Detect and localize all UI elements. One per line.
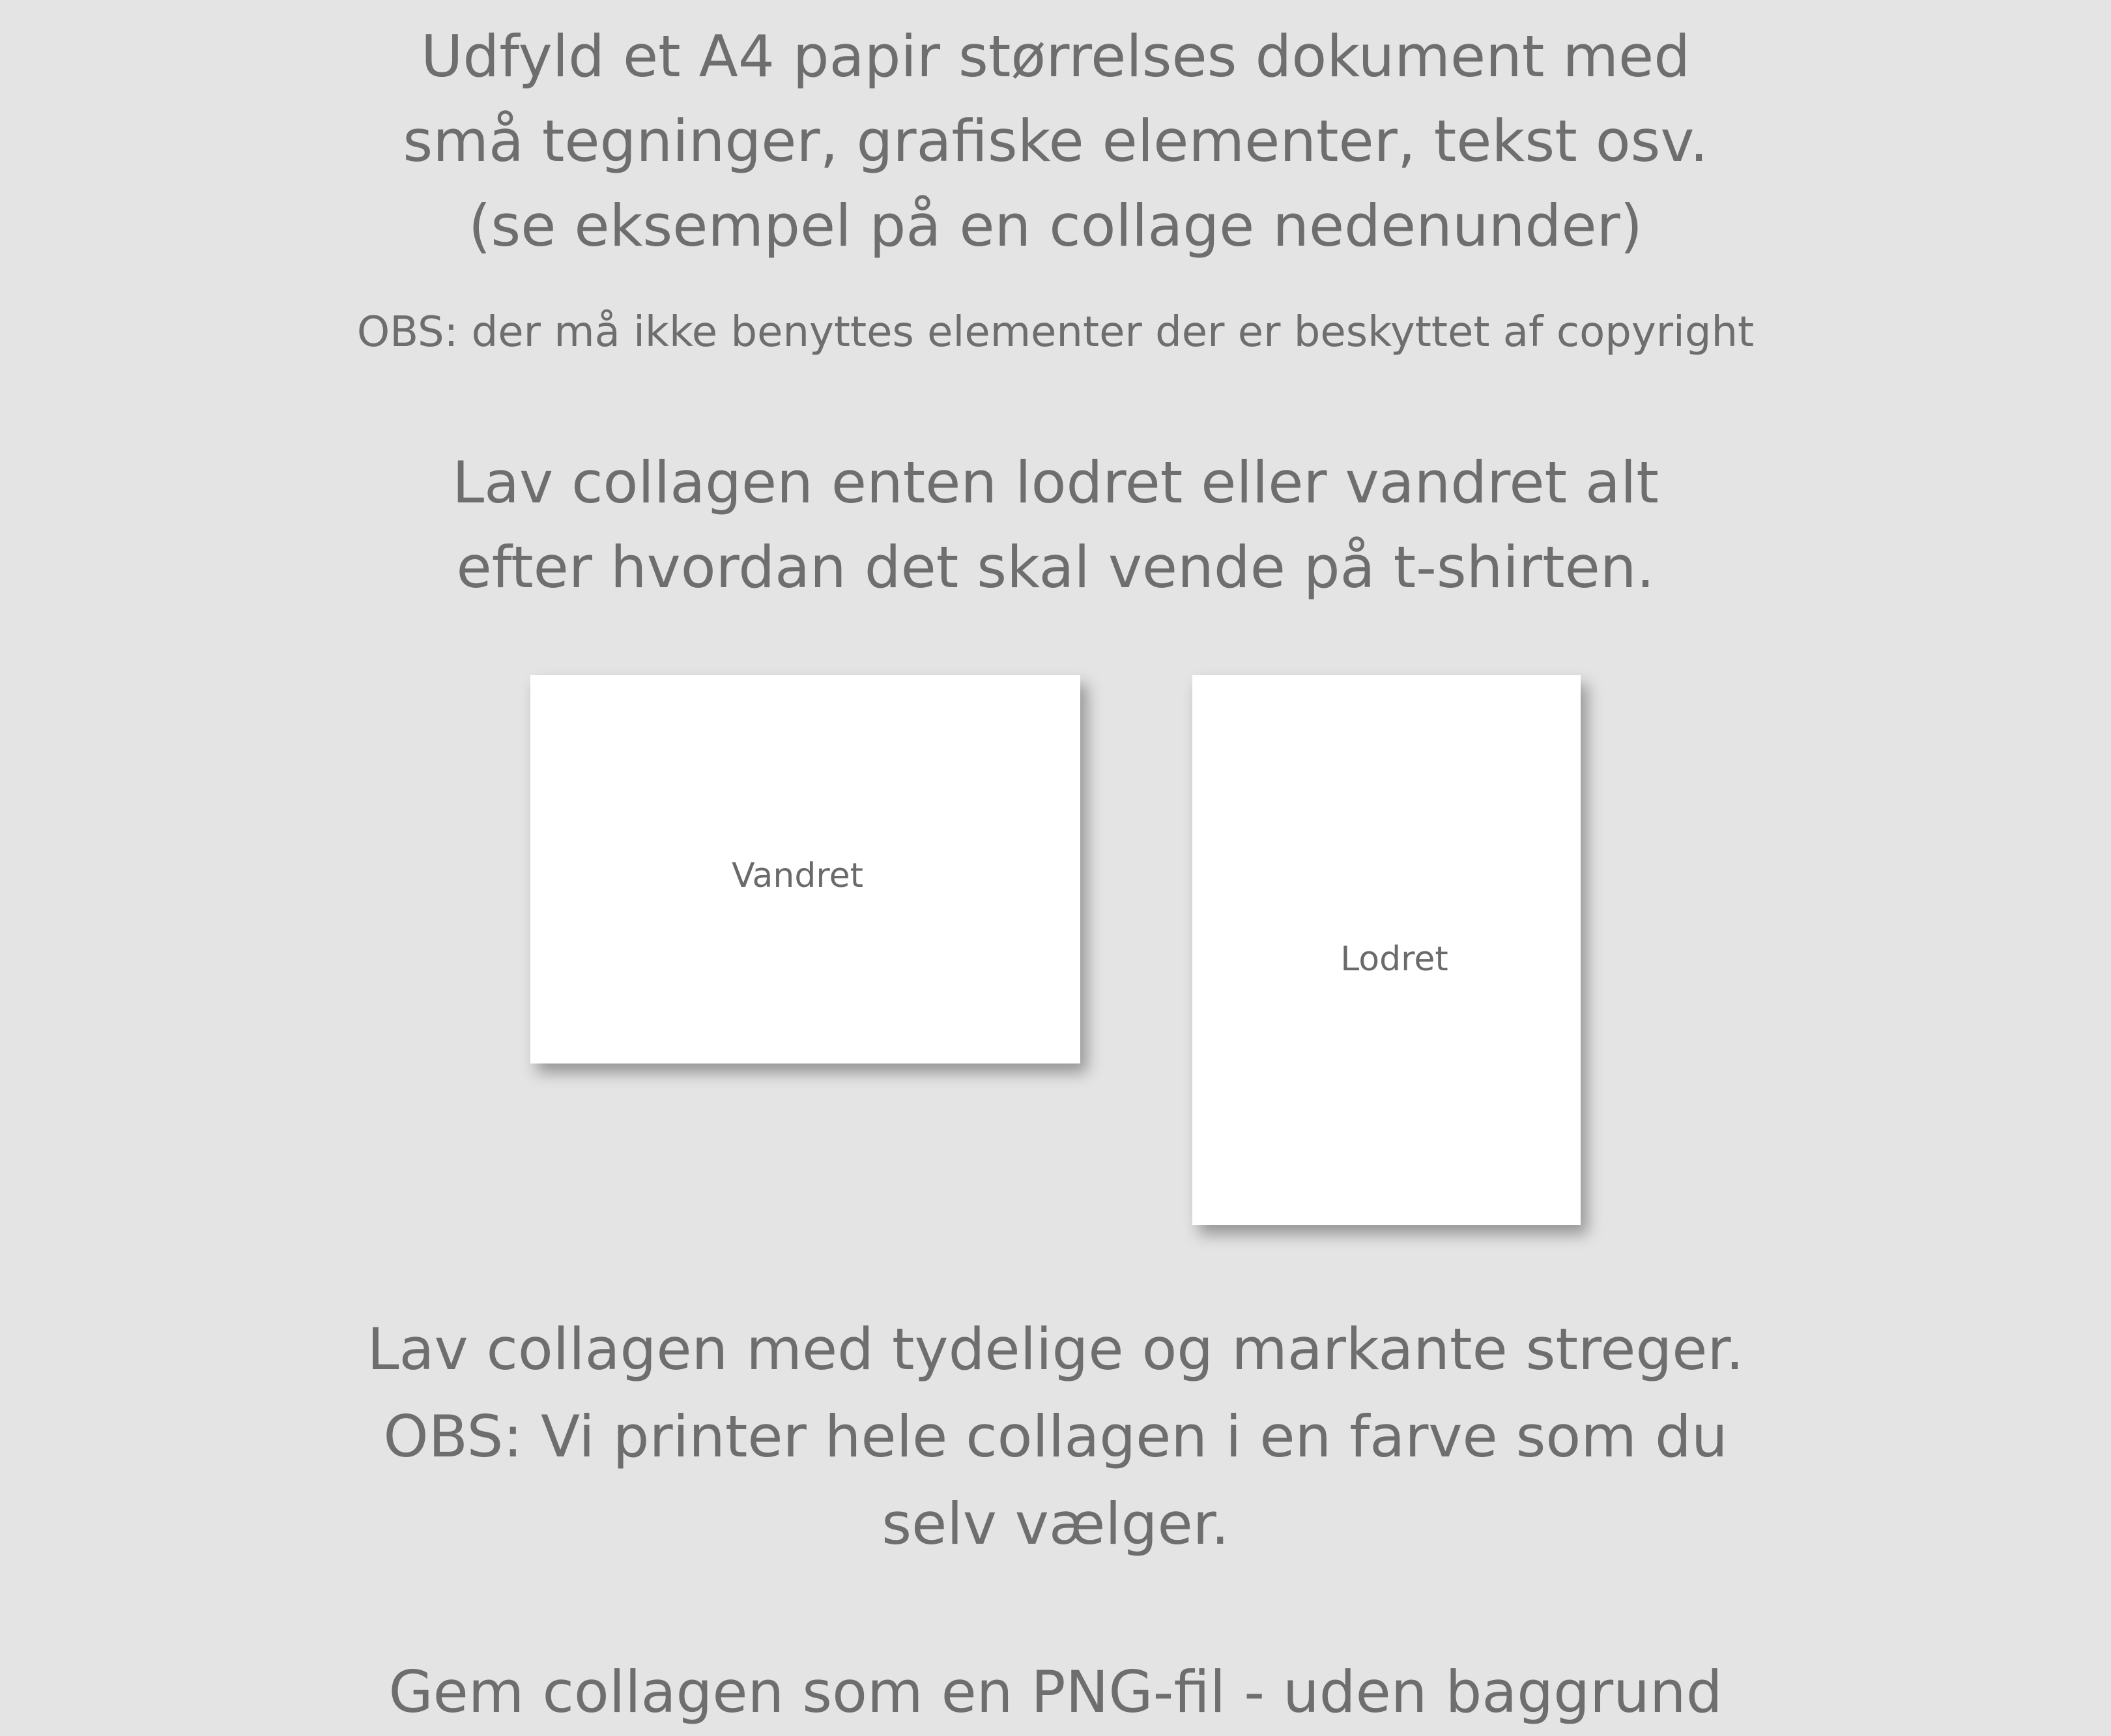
strokes-line: OBS: Vi printer hele collagen i en farve som du <box>383 1403 1728 1470</box>
portrait-sheet-example <box>1192 675 1581 1225</box>
intro-line: små tegninger, grafiske elementer, tekst osv. <box>403 108 1708 175</box>
strokes-line: selv vælger. <box>882 1490 1229 1557</box>
orientation-line: efter hvordan det skal vende på t-shirten. <box>456 534 1655 601</box>
strokes-line: Lav collagen med tydelige og markante streger. <box>367 1316 1744 1383</box>
intro-text <box>0 14 2111 268</box>
landscape-sheet-example <box>530 675 1080 1063</box>
portrait-label: Lodret <box>1340 940 1448 979</box>
intro-line: (se eksempel på en collage nedenunder) <box>468 192 1643 259</box>
save-instruction: Gem collagen som en PNG-fil - uden baggrund <box>388 1658 1723 1726</box>
copyright-note: OBS: der må ikke benyttes elementer der er beskyttet af copyright <box>356 308 1755 356</box>
orientation-line: Lav collagen enten lodret eller vandret alt <box>452 449 1659 516</box>
intro-line: Udfyld et A4 papir størrelses dokument med <box>420 23 1691 90</box>
landscape-label: Vandret <box>732 856 863 895</box>
orientation-text <box>0 441 2111 610</box>
strokes-text <box>0 1306 2111 1568</box>
